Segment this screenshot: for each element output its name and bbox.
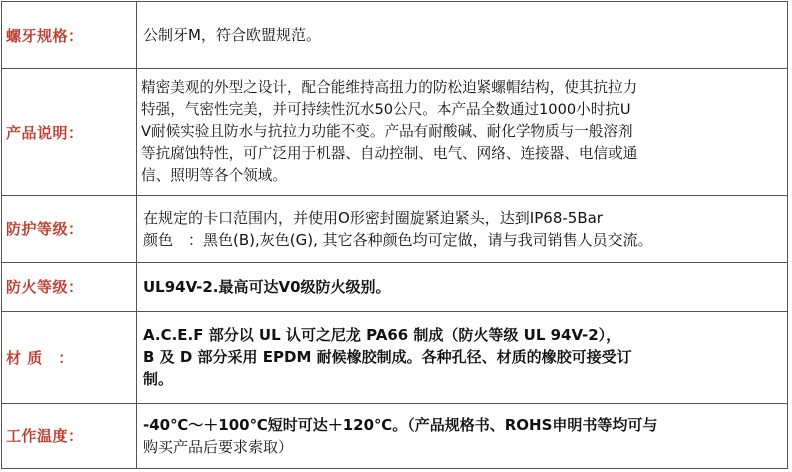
temperature-line: -40℃～＋100℃短时可达＋120℃。（产品规格书、ROHS申明书等均可与 [143,415,658,434]
product-spec-table [1,1,788,469]
spec-row-protection [2,195,788,262]
description-line: 信、照明等各个领域。 [141,167,287,184]
material-line: B 及 D 部分采用 EPDM 耐候橡胶制成。各种孔径、材质的橡胶可接受订 [143,348,632,367]
description-line: 特强，气密性完美，并可持续性沉水50公尺。本产品全数通过1000小时抗U [141,101,631,118]
protection-grade-line: 在规定的卡口范围内，并使用O形密封圈旋紧迫紧头，达到IP68-5Bar [143,208,603,227]
material-value [137,311,788,403]
thread-spec-label: 螺牙规格： [2,2,137,69]
description-line: V耐候实验且防水与抗拉力功能不变。产品有耐酸碱、耐化学物质与一般溶剂 [141,123,633,140]
fire-grade-value [137,263,788,312]
description-line: 等抗腐蚀特性，可广泛用于机器、自动控制、电气、网络、连接器、电信或通 [141,145,638,162]
description-value [137,69,788,195]
spec-row-description [2,69,788,195]
spec-row-fire [2,263,788,312]
color-options-line: 颜色 ：黑色(B),灰色(G), 其它各种颜色均可定做，请与我司销售人员交流。 [143,230,653,249]
description-label: 产品说明： [2,69,137,195]
spec-row-temperature [2,403,788,468]
fire-grade-line: UL94V-2.最高可达V0级防火级别。 [143,277,391,296]
material-label: 材 质 ： [2,311,137,403]
spec-row-thread [2,2,788,69]
working-temperature-value [137,403,788,468]
protection-grade-label: 防护等级： [2,195,137,262]
temperature-line: 购买产品后要求索取） [143,437,294,456]
material-line: 制。 [143,370,174,389]
material-line: A.C.E.F 部分以 UL 认可之尼龙 PA66 制成（防火等级 UL 94V-2）， [143,326,622,345]
fire-grade-label: 防火等级： [2,263,137,312]
protection-grade-value [137,195,788,262]
thread-spec-line: 公制牙M，符合欧盟规范。 [143,26,321,45]
working-temperature-label: 工作温度： [2,403,137,468]
spec-row-material [2,311,788,403]
thread-spec-value [137,2,788,69]
description-line: 精密美观的外型之设计，配合能维持高扭力的防松迫紧螺帽结构，使其抗拉力 [141,79,638,96]
